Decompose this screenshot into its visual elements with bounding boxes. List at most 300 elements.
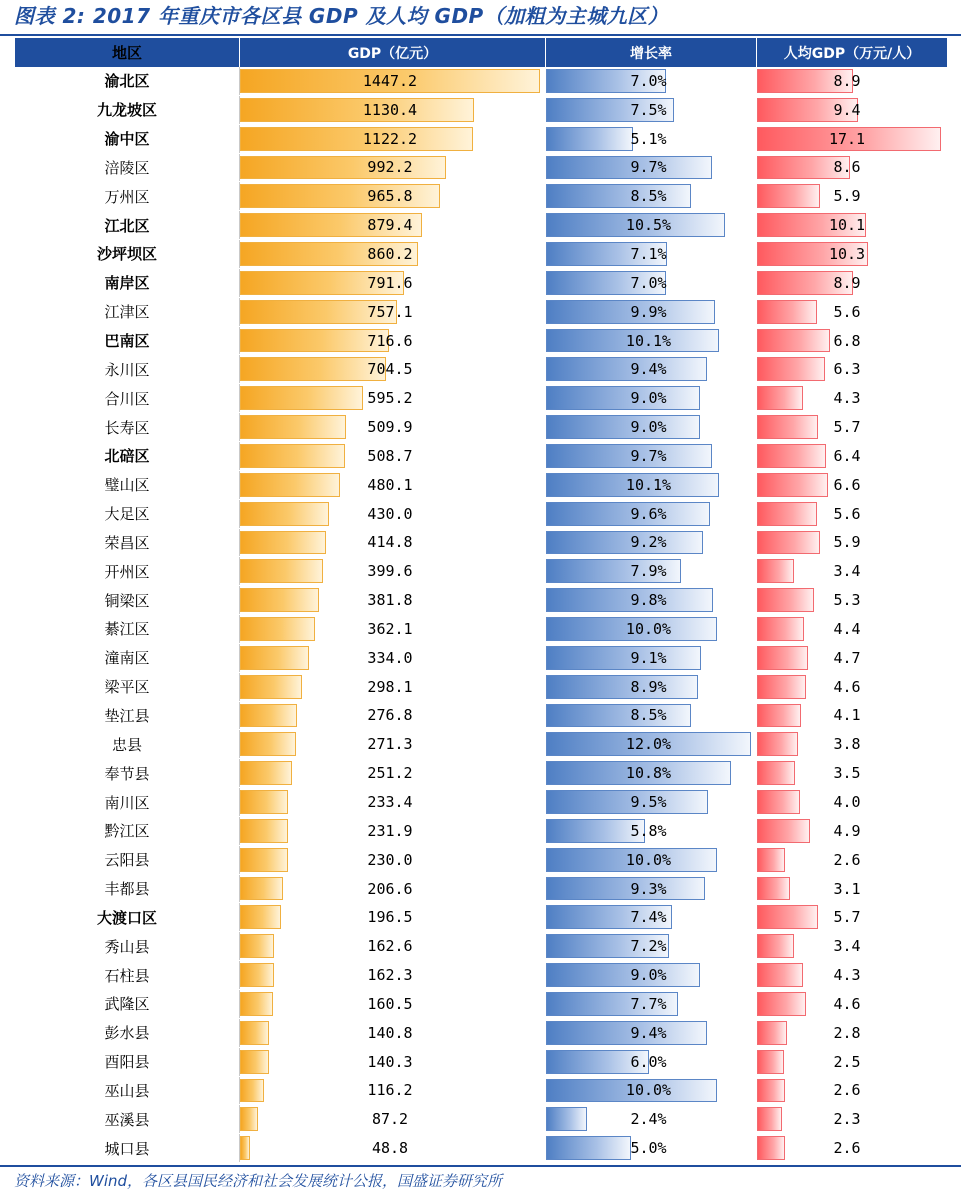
per-capita-cell (757, 875, 947, 903)
table-row (15, 557, 947, 586)
growth-cell (546, 759, 757, 787)
per-capita-cell (757, 1019, 947, 1047)
per-capita-value: 4.1 (833, 706, 861, 725)
per-capita-value: 8.9 (833, 273, 861, 292)
gdp-value: 399.6 (367, 562, 413, 581)
table-row (15, 1048, 947, 1077)
growth-cell (546, 96, 757, 124)
growth-value: 10.0% (625, 850, 672, 869)
gdp-cell (240, 961, 546, 989)
gdp-cell (240, 67, 546, 95)
gdp-value: 162.3 (367, 966, 413, 985)
table-row (15, 702, 947, 731)
growth-cell (546, 990, 757, 1018)
per-capita-cell (757, 500, 947, 528)
gdp-value: 1447.2 (362, 71, 418, 90)
per-capita-value: 9.4 (833, 100, 861, 119)
table-body (15, 67, 947, 1163)
region-name: 奉节县 (15, 759, 240, 787)
region-name: 长寿区 (15, 413, 240, 441)
region-name: 酉阳县 (15, 1048, 240, 1076)
gdp-value: 879.4 (367, 216, 413, 235)
growth-cell (546, 529, 757, 557)
growth-cell (546, 442, 757, 470)
region-name: 璧山区 (15, 471, 240, 499)
table-row (15, 125, 947, 154)
growth-value: 9.4% (630, 1023, 667, 1042)
gdp-cell (240, 529, 546, 557)
growth-value: 10.0% (625, 1081, 672, 1100)
region-name: 江津区 (15, 298, 240, 326)
gdp-value: 757.1 (367, 302, 413, 321)
per-capita-cell (757, 1105, 947, 1133)
per-capita-cell (757, 240, 947, 268)
growth-cell (546, 355, 757, 383)
per-capita-cell (757, 702, 947, 730)
gdp-cell (240, 990, 546, 1018)
growth-value: 8.5% (630, 187, 667, 206)
growth-value: 5.1% (630, 129, 667, 148)
region-name: 荣昌区 (15, 529, 240, 557)
per-capita-value: 3.8 (833, 735, 861, 754)
table-row (15, 673, 947, 702)
table-row (15, 615, 947, 644)
region-name: 大足区 (15, 500, 240, 528)
gdp-cell (240, 932, 546, 960)
per-capita-value: 2.6 (833, 1081, 861, 1100)
table-row (15, 529, 947, 558)
gdp-cell (240, 355, 546, 383)
gdp-cell (240, 1048, 546, 1076)
growth-value: 9.2% (630, 533, 667, 552)
per-capita-value: 2.6 (833, 850, 861, 869)
gdp-cell (240, 211, 546, 239)
per-capita-value: 4.9 (833, 821, 861, 840)
region-name: 涪陵区 (15, 154, 240, 182)
region-name: 綦江区 (15, 615, 240, 643)
gdp-cell (240, 298, 546, 326)
gdp-cell (240, 384, 546, 412)
bottom-rule (0, 1165, 961, 1167)
growth-cell (546, 846, 757, 874)
gdp-value: 1122.2 (362, 129, 418, 148)
per-capita-value: 5.9 (833, 187, 861, 206)
header-row (15, 38, 947, 67)
growth-cell (546, 875, 757, 903)
gdp-cell (240, 615, 546, 643)
region-name: 开州区 (15, 557, 240, 585)
per-capita-cell (757, 471, 947, 499)
per-capita-value: 5.6 (833, 302, 861, 321)
per-capita-value: 5.3 (833, 591, 861, 610)
top-rule (0, 34, 961, 36)
growth-value: 7.7% (630, 994, 667, 1013)
growth-cell (546, 67, 757, 95)
growth-value: 9.3% (630, 879, 667, 898)
table-row (15, 788, 947, 817)
region-name: 南川区 (15, 788, 240, 816)
per-capita-cell (757, 67, 947, 95)
table-row (15, 990, 947, 1019)
table-row (15, 269, 947, 298)
growth-cell (546, 1134, 757, 1162)
region-name: 忠县 (15, 730, 240, 758)
growth-value: 8.9% (630, 677, 667, 696)
header-region: 地区 (15, 38, 240, 67)
growth-cell (546, 1105, 757, 1133)
gdp-cell (240, 673, 546, 701)
per-capita-cell (757, 529, 947, 557)
growth-cell (546, 1048, 757, 1076)
growth-value: 7.1% (630, 244, 667, 263)
per-capita-value: 6.3 (833, 360, 861, 379)
table-row (15, 154, 947, 183)
region-name: 北碚区 (15, 442, 240, 470)
table-row (15, 1077, 947, 1106)
growth-value: 9.7% (630, 158, 667, 177)
per-capita-cell (757, 961, 947, 989)
growth-value: 8.5% (630, 706, 667, 725)
per-capita-value: 10.3 (828, 244, 866, 263)
gdp-value: 162.6 (367, 937, 413, 956)
per-capita-value: 6.6 (833, 475, 861, 494)
growth-value: 5.8% (630, 821, 667, 840)
gdp-cell (240, 644, 546, 672)
region-name: 永川区 (15, 355, 240, 383)
per-capita-value: 5.6 (833, 504, 861, 523)
growth-cell (546, 730, 757, 758)
per-capita-cell (757, 182, 947, 210)
table-row (15, 875, 947, 904)
per-capita-cell (757, 154, 947, 182)
growth-value: 10.1% (625, 331, 672, 350)
growth-cell (546, 211, 757, 239)
per-capita-value: 8.9 (833, 71, 861, 90)
gdp-cell (240, 557, 546, 585)
growth-value: 7.5% (630, 100, 667, 119)
per-capita-cell (757, 1048, 947, 1076)
header-growth: 增长率 (546, 38, 757, 67)
gdp-cell (240, 471, 546, 499)
growth-value: 6.0% (630, 1052, 667, 1071)
region-name: 沙坪坝区 (15, 240, 240, 268)
region-name: 武隆区 (15, 990, 240, 1018)
growth-value: 10.5% (625, 216, 672, 235)
figure-title: 图表 2: 2017 年重庆市各区县 GDP 及人均 GDP（加粗为主城九区） (14, 4, 669, 28)
region-name: 潼南区 (15, 644, 240, 672)
region-name: 渝中区 (15, 125, 240, 153)
gdp-value: 716.6 (367, 331, 413, 350)
per-capita-value: 5.7 (833, 418, 861, 437)
gdp-cell (240, 1019, 546, 1047)
per-capita-cell (757, 413, 947, 441)
growth-value: 10.1% (625, 475, 672, 494)
table-row (15, 182, 947, 211)
table-row (15, 355, 947, 384)
growth-cell (546, 269, 757, 297)
gdp-value: 508.7 (367, 446, 413, 465)
growth-cell (546, 817, 757, 845)
growth-cell (546, 673, 757, 701)
per-capita-value: 5.9 (833, 533, 861, 552)
growth-cell (546, 1077, 757, 1105)
gdp-cell (240, 327, 546, 355)
growth-value: 9.0% (630, 966, 667, 985)
growth-cell (546, 903, 757, 931)
table-row (15, 442, 947, 471)
growth-cell (546, 1019, 757, 1047)
gdp-cell (240, 442, 546, 470)
gdp-value: 160.5 (367, 994, 413, 1013)
growth-value: 9.1% (630, 648, 667, 667)
gdp-value: 48.8 (371, 1139, 409, 1158)
region-name: 城口县 (15, 1134, 240, 1162)
per-capita-cell (757, 615, 947, 643)
region-name: 南岸区 (15, 269, 240, 297)
growth-value: 9.7% (630, 446, 667, 465)
gdp-cell (240, 269, 546, 297)
growth-cell (546, 413, 757, 441)
growth-cell (546, 961, 757, 989)
per-capita-cell (757, 1134, 947, 1162)
growth-value: 9.0% (630, 418, 667, 437)
table-row (15, 211, 947, 240)
growth-value: 9.9% (630, 302, 667, 321)
growth-cell (546, 384, 757, 412)
table-row (15, 846, 947, 875)
per-capita-cell (757, 442, 947, 470)
table-row (15, 1105, 947, 1134)
gdp-cell (240, 154, 546, 182)
growth-value: 10.8% (625, 764, 672, 783)
table-row (15, 471, 947, 500)
per-capita-cell (757, 384, 947, 412)
table-row (15, 759, 947, 788)
per-capita-cell (757, 327, 947, 355)
per-capita-value: 4.3 (833, 389, 861, 408)
table-row (15, 644, 947, 673)
table-row (15, 961, 947, 990)
growth-cell (546, 500, 757, 528)
table-row (15, 903, 947, 932)
gdp-cell (240, 1077, 546, 1105)
gdp-cell (240, 759, 546, 787)
gdp-cell (240, 1105, 546, 1133)
region-name: 云阳县 (15, 846, 240, 874)
gdp-value: 362.1 (367, 619, 413, 638)
growth-value: 9.6% (630, 504, 667, 523)
per-capita-cell (757, 788, 947, 816)
gdp-value: 860.2 (367, 244, 413, 263)
per-capita-value: 2.8 (833, 1023, 861, 1042)
per-capita-cell (757, 211, 947, 239)
per-capita-value: 4.0 (833, 793, 861, 812)
growth-cell (546, 788, 757, 816)
table-row (15, 1134, 947, 1163)
gdp-value: 231.9 (367, 821, 413, 840)
table-row (15, 67, 947, 96)
region-name: 铜梁区 (15, 586, 240, 614)
gdp-value: 965.8 (367, 187, 413, 206)
gdp-value: 430.0 (367, 504, 413, 523)
region-name: 合川区 (15, 384, 240, 412)
per-capita-value: 3.4 (833, 937, 861, 956)
gdp-value: 381.8 (367, 591, 413, 610)
per-capita-value: 17.1 (828, 129, 866, 148)
per-capita-value: 10.1 (828, 216, 866, 235)
growth-cell (546, 125, 757, 153)
per-capita-cell (757, 730, 947, 758)
growth-value: 7.9% (630, 562, 667, 581)
growth-value: 9.8% (630, 591, 667, 610)
gdp-cell (240, 586, 546, 614)
growth-cell (546, 586, 757, 614)
gdp-value: 480.1 (367, 475, 413, 494)
growth-value: 2.4% (630, 1110, 667, 1129)
per-capita-value: 3.1 (833, 879, 861, 898)
gdp-cell (240, 702, 546, 730)
growth-cell (546, 471, 757, 499)
gdp-cell (240, 846, 546, 874)
gdp-cell (240, 730, 546, 758)
gdp-value: 271.3 (367, 735, 413, 754)
gdp-value: 230.0 (367, 850, 413, 869)
per-capita-value: 4.4 (833, 619, 861, 638)
gdp-value: 233.4 (367, 793, 413, 812)
gdp-cell (240, 788, 546, 816)
per-capita-value: 6.4 (833, 446, 861, 465)
growth-value: 5.0% (630, 1139, 667, 1158)
table-row (15, 240, 947, 269)
per-capita-cell (757, 557, 947, 585)
gdp-cell (240, 1134, 546, 1162)
per-capita-cell (757, 903, 947, 931)
growth-cell (546, 557, 757, 585)
gdp-value: 298.1 (367, 677, 413, 696)
table-row (15, 932, 947, 961)
per-capita-cell (757, 1077, 947, 1105)
growth-value: 9.4% (630, 360, 667, 379)
gdp-value: 509.9 (367, 418, 413, 437)
region-name: 秀山县 (15, 932, 240, 960)
gdp-cell (240, 182, 546, 210)
region-name: 垫江县 (15, 702, 240, 730)
gdp-value: 595.2 (367, 389, 413, 408)
region-name: 丰都县 (15, 875, 240, 903)
data-table (15, 38, 947, 1163)
header-gdp: GDP（亿元） (240, 38, 546, 67)
growth-value: 12.0% (625, 735, 672, 754)
growth-cell (546, 182, 757, 210)
per-capita-cell (757, 96, 947, 124)
growth-value: 7.0% (630, 273, 667, 292)
gdp-cell (240, 240, 546, 268)
growth-cell (546, 615, 757, 643)
table-row (15, 96, 947, 125)
gdp-cell (240, 817, 546, 845)
region-name: 万州区 (15, 182, 240, 210)
per-capita-value: 2.6 (833, 1139, 861, 1158)
per-capita-value: 2.3 (833, 1110, 861, 1129)
table-row (15, 384, 947, 413)
per-capita-cell (757, 759, 947, 787)
gdp-value: 206.6 (367, 879, 413, 898)
gdp-value: 140.3 (367, 1052, 413, 1071)
growth-value: 7.2% (630, 937, 667, 956)
table-row (15, 730, 947, 759)
gdp-value: 992.2 (367, 158, 413, 177)
table-row (15, 500, 947, 529)
growth-cell (546, 240, 757, 268)
gdp-cell (240, 413, 546, 441)
growth-cell (546, 298, 757, 326)
per-capita-cell (757, 586, 947, 614)
per-capita-cell (757, 673, 947, 701)
source-note: 资料来源：Wind，各区县国民经济和社会发展统计公报，国盛证券研究所 (14, 1172, 503, 1190)
per-capita-cell (757, 298, 947, 326)
gdp-cell (240, 903, 546, 931)
growth-cell (546, 327, 757, 355)
per-capita-cell (757, 990, 947, 1018)
gdp-value: 196.5 (367, 908, 413, 927)
region-name: 巫山县 (15, 1077, 240, 1105)
gdp-value: 791.6 (367, 273, 413, 292)
gdp-value: 87.2 (371, 1110, 409, 1129)
growth-cell (546, 644, 757, 672)
region-name: 渝北区 (15, 67, 240, 95)
region-name: 江北区 (15, 211, 240, 239)
region-name: 彭水县 (15, 1019, 240, 1047)
region-name: 黔江区 (15, 817, 240, 845)
region-name: 梁平区 (15, 673, 240, 701)
per-capita-value: 4.6 (833, 677, 861, 696)
per-capita-value: 3.5 (833, 764, 861, 783)
region-name: 大渡口区 (15, 903, 240, 931)
header-per-capita: 人均GDP（万元/人） (757, 38, 947, 67)
per-capita-cell (757, 125, 947, 153)
gdp-cell (240, 875, 546, 903)
growth-value: 9.5% (630, 793, 667, 812)
region-name: 石柱县 (15, 961, 240, 989)
gdp-value: 1130.4 (362, 100, 418, 119)
per-capita-value: 2.5 (833, 1052, 861, 1071)
per-capita-cell (757, 846, 947, 874)
table-row (15, 327, 947, 356)
growth-cell (546, 932, 757, 960)
gdp-value: 704.5 (367, 360, 413, 379)
per-capita-cell (757, 269, 947, 297)
per-capita-value: 3.4 (833, 562, 861, 581)
per-capita-cell (757, 932, 947, 960)
growth-value: 10.0% (625, 619, 672, 638)
gdp-value: 334.0 (367, 648, 413, 667)
gdp-value: 251.2 (367, 764, 413, 783)
per-capita-value: 4.3 (833, 966, 861, 985)
per-capita-cell (757, 817, 947, 845)
gdp-cell (240, 96, 546, 124)
growth-value: 9.0% (630, 389, 667, 408)
growth-value: 7.4% (630, 908, 667, 927)
per-capita-cell (757, 355, 947, 383)
per-capita-value: 8.6 (833, 158, 861, 177)
table-row (15, 1019, 947, 1048)
gdp-value: 414.8 (367, 533, 413, 552)
table-row (15, 298, 947, 327)
table-row (15, 413, 947, 442)
growth-value: 7.0% (630, 71, 667, 90)
growth-cell (546, 702, 757, 730)
gdp-value: 140.8 (367, 1023, 413, 1042)
